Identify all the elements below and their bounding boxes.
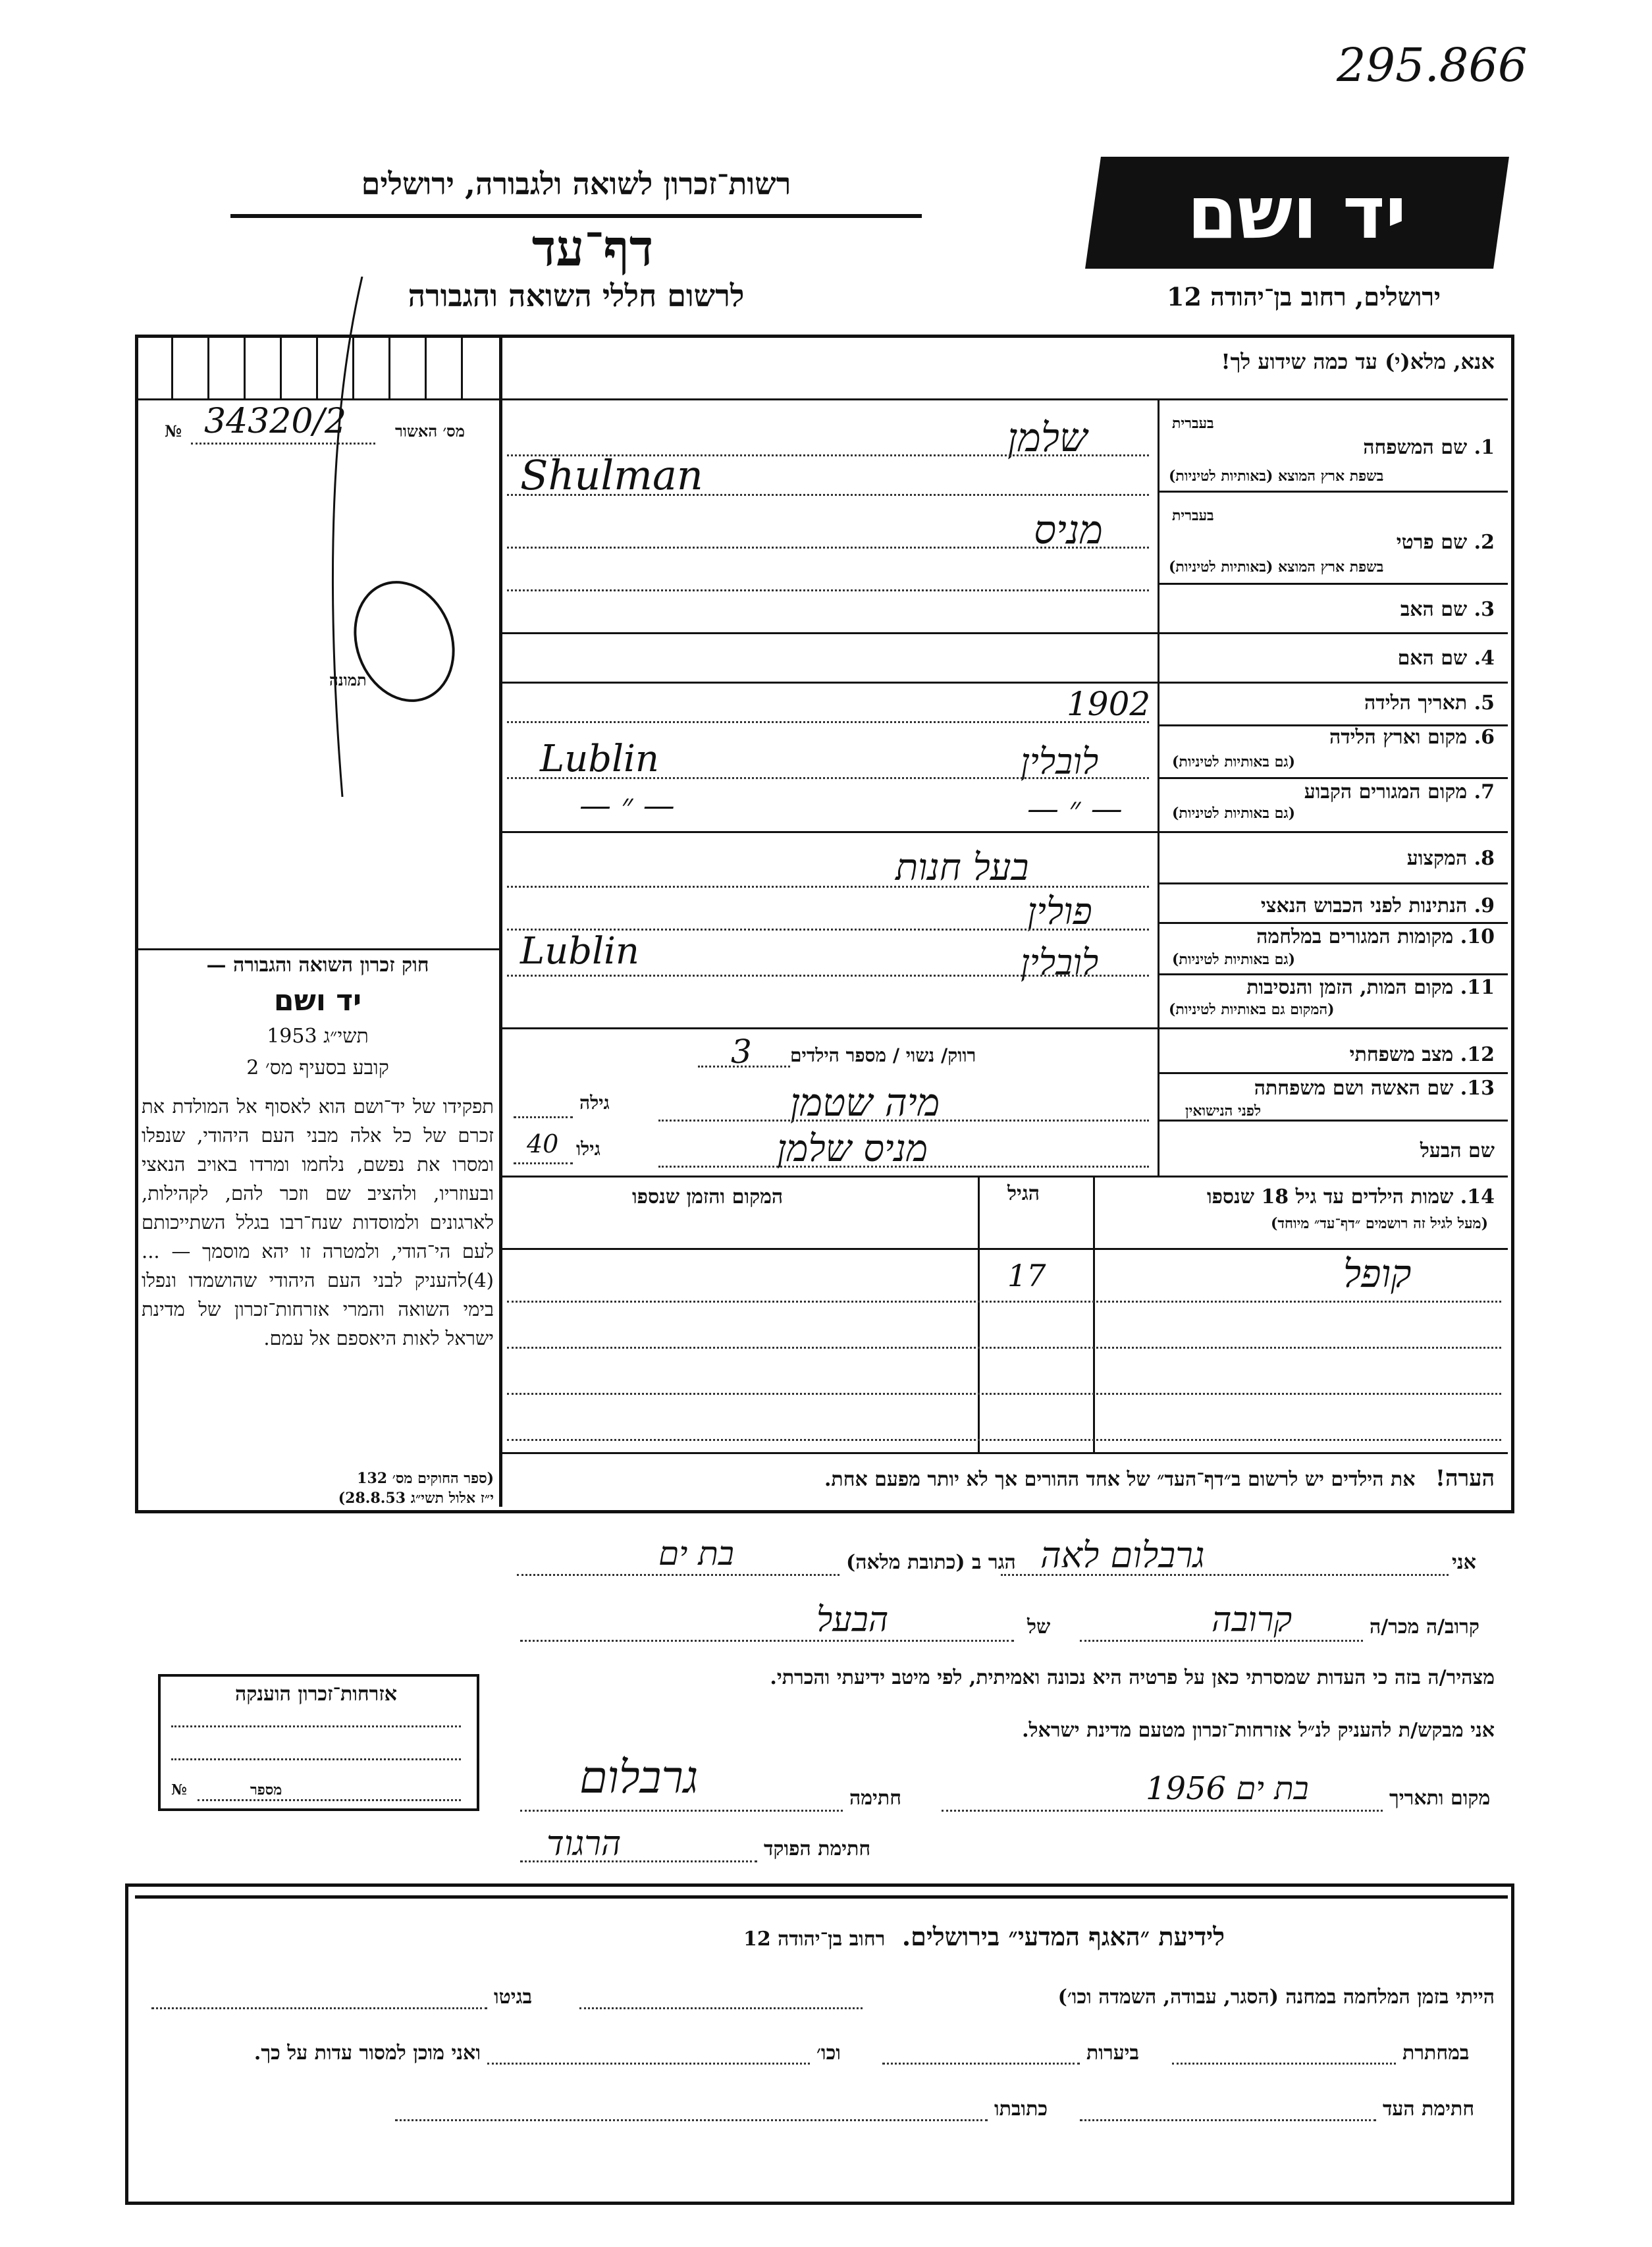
field-4-label: 4. שם האם: [1397, 647, 1495, 670]
approval-no: №: [165, 421, 182, 441]
authority-name: רשות־זכרון לשואה ולגבורה, ירושלים: [361, 166, 791, 202]
field-1-latin-label: בשפת ארץ המוצא (באותיות לטיניות): [1169, 468, 1384, 485]
field-11-note: (המקום גם באותיות לטיניות): [1169, 1001, 1335, 1018]
children-header-name: 14. שמות הילדים עד גיל 18 שנספו: [1206, 1185, 1495, 1208]
decl-request: אני מבקש/ת להעניק לנ״ל אזרחות־זכרון מטעם מדינת ישראל.: [1022, 1719, 1495, 1742]
fill-request: אנא, מלא(י) עד כמה שידוע לך!: [1221, 349, 1495, 374]
note-text: את הילדים יש לרשום ב״דף־העד״ של אחד ההורים אך לא יותר מפעם אחת.: [824, 1468, 1416, 1491]
child-1-name: קופל: [1343, 1251, 1412, 1296]
footer-line2-b: ביערות: [1086, 2042, 1140, 2065]
relation-prefix: קרוב/ה מכר/ה: [1370, 1615, 1479, 1638]
field-2-hebrew-value: מניס: [1034, 507, 1103, 553]
footer-line2-a: במחתרת: [1402, 2042, 1470, 2065]
field-2-hebrew-label: בעברית: [1172, 507, 1214, 524]
husband-age-label: גילו: [576, 1138, 600, 1160]
footer-line2-c: וכו׳: [816, 2042, 841, 2065]
field-2-latin-label: בשפת ארץ המוצא (באותיות לטיניות): [1169, 558, 1384, 576]
law-text: תפקידו של יד־ושם הוא לאסוף אל המולדת את זכרם של כל אלה מבני העם היהודי, שנפלו ומסרו את נפשם, נלחמו ומרדו באויב הנאצי ובעוזריו, ולהציב שם וזכר להם, לקהילות, לארגונים ולמוסדות שנח־רבו בגלל השתייכותם לעם הי־הודי, ולמטרה זו יהא מוסמך — ...(4)להעניק לבני העם היהודי שהושמדו ונפלו בימי השואה והמרי אזרחות־זכרון של מדינת ישראל לאות היאספם אל עמם.: [142, 1095, 494, 1349]
husband-label: שם הבעל: [1420, 1139, 1495, 1162]
children-count: 3: [731, 1033, 752, 1071]
field-11-label: 11. מקום המות, הזמן והנסיבות: [1246, 976, 1495, 999]
relation-detail: הבעל: [816, 1600, 889, 1640]
decl-prefix: אני: [1452, 1551, 1476, 1574]
field-7-latin-value: — ״ —: [579, 787, 675, 824]
archive-number: 295.866: [1337, 38, 1528, 92]
decl-statement: מצהיר/ה בזה כי העדות שמסרתי כאן על פרטיה היא נכונה ואמיתית, לפי מיטב ידיעתי והכרתי.: [770, 1666, 1495, 1689]
label-column-divider: [1158, 398, 1159, 1176]
footer-row: [500, 1922, 1225, 1952]
field-10-latin-value: Lublin: [520, 930, 639, 973]
law-section: קובע בסעיף מס׳ 2: [246, 1056, 389, 1079]
note-label: הערה!: [1435, 1465, 1495, 1492]
relation-of: של: [1027, 1615, 1051, 1638]
law-ref: (ספר החוקים מס׳ 132: [357, 1470, 494, 1487]
footer-line1-b: בגיטו: [494, 1986, 533, 2009]
children-header-place: המקום והזמן שנספו: [632, 1185, 784, 1208]
place-date-label: מקום ותאריך: [1389, 1787, 1491, 1810]
field-12-label: 12. מצב משפחתי: [1349, 1043, 1495, 1066]
field-10-note: (גם באותיות לטיניות): [1172, 951, 1296, 968]
signature-value: גרבלום: [579, 1752, 699, 1804]
form-title: דף־עד: [531, 219, 654, 277]
yad-vashem-logo: [1085, 157, 1509, 269]
field-5-label: 5. תאריך הלידה: [1364, 691, 1495, 715]
field-8-value: בעל חנות: [895, 846, 1029, 889]
decl-mid: הגר ב (כתובת מלאה): [846, 1551, 1016, 1574]
photo-label: תמונה: [329, 670, 367, 690]
field-8-label: 8. המקצוע: [1406, 847, 1495, 870]
approval-label: מס׳ האשור: [395, 421, 465, 441]
field-13-label: 13. שם האשה ושם משפחתה: [1254, 1077, 1495, 1100]
field-13-note: לפני הנישואין: [1185, 1102, 1262, 1120]
signer-address: בת ים: [658, 1534, 734, 1573]
husband-age-value: 40: [527, 1129, 559, 1158]
stray-pen-line: [290, 277, 369, 803]
footer-line3-a: חתימת העד: [1383, 2098, 1475, 2121]
note-row: [514, 1465, 1495, 1492]
children-header-note: (מעל לגיל זה רושמים ״דף־עד״ מיוחד): [1270, 1215, 1488, 1232]
address: ירושלים, רחוב בן־יהודה 12: [1167, 282, 1441, 311]
form-subtitle: לרשום חללי השואה והגבורה: [408, 278, 745, 313]
signer-name: גרבלום לאה: [1040, 1534, 1205, 1576]
signature-label: חתימה: [849, 1787, 901, 1810]
field-7-note: (גם באותיות לטיניות): [1172, 805, 1296, 822]
field-2-label: 2. שם פרטי: [1396, 531, 1495, 554]
wife-name-value: מיה שטמן: [790, 1080, 940, 1125]
footer-address: רחוב בן־יהודה 12: [743, 1928, 886, 1951]
field-6-label: 6. מקום וארץ הלידה: [1329, 726, 1495, 749]
field-12-options: רווק/ נשוי / מספר הילדים: [790, 1044, 976, 1066]
citizenship-number-label: מספר: [250, 1781, 282, 1799]
field-7-label: 7. מקום המגורים הקבוע: [1304, 780, 1495, 803]
field-7-hebrew-value: — ״ —: [1027, 790, 1123, 827]
field-6-latin-value: Lublin: [540, 738, 659, 780]
logo-text: יד ושם: [1187, 171, 1407, 255]
children-header-age: הגיל: [1007, 1182, 1040, 1205]
husband-name-value: מניס שלמן: [777, 1127, 928, 1170]
field-10-hebrew-value: לובלין: [1021, 942, 1099, 983]
approval-number: 34320/2: [204, 402, 347, 441]
footer-title: לידיעת ״האגף המדעי״ בירושלים.: [901, 1922, 1225, 1951]
wife-age-label: גילה: [579, 1092, 610, 1114]
field-1-hebrew-value: שלמן: [1007, 415, 1088, 461]
officer-signature: הרגוד: [546, 1824, 622, 1864]
field-6-note: (גם באותיות לטיניות): [1172, 753, 1296, 771]
footer-line1-a: הייתי בזמן המלחמה במחנה (הסגר, עבודה, השמדה וכו׳): [1057, 1986, 1495, 2009]
law-date: י״ז אלול תשי״ג 28.8.53): [338, 1490, 494, 1507]
relation-value: קרובה: [1212, 1600, 1292, 1640]
place-date-value: בת ים 1956: [1146, 1770, 1309, 1807]
field-5-value: 1902: [1067, 685, 1151, 723]
law-year: תשי״ג 1953: [267, 1025, 369, 1048]
citizenship-title: אזרחות־זכרון הוענקה: [234, 1683, 398, 1706]
footer-line3-b: כתובתו: [994, 2098, 1048, 2121]
law-title: חוק זכרון השואה והגבורה —: [206, 954, 429, 977]
field-10-label: 10. מקומות המגורים במלחמה: [1256, 925, 1495, 948]
law-name: יד ושם: [273, 984, 362, 1017]
footer-line2-d: ואני מוכן למסור עדות על כך.: [253, 2042, 481, 2065]
field-6-hebrew-value: לובלין: [1021, 741, 1099, 782]
field-1-latin-value: Shulman: [520, 451, 703, 499]
child-1-age: 17: [1007, 1258, 1046, 1293]
officer-label: חתימת הפוקד: [764, 1837, 871, 1860]
field-1-label: 1. שם המשפחה: [1363, 436, 1495, 459]
left-column-divider: [499, 335, 502, 1507]
field-9-label: 9. הנתינות לפני הכבוש הנאצי: [1260, 894, 1495, 917]
field-3-label: 3. שם האב: [1400, 598, 1495, 621]
field-1-hebrew-label: בעברית: [1172, 415, 1214, 432]
authority-underline: [230, 214, 922, 218]
citizenship-no: №: [171, 1781, 187, 1799]
field-9-value: פולין: [1027, 890, 1092, 933]
